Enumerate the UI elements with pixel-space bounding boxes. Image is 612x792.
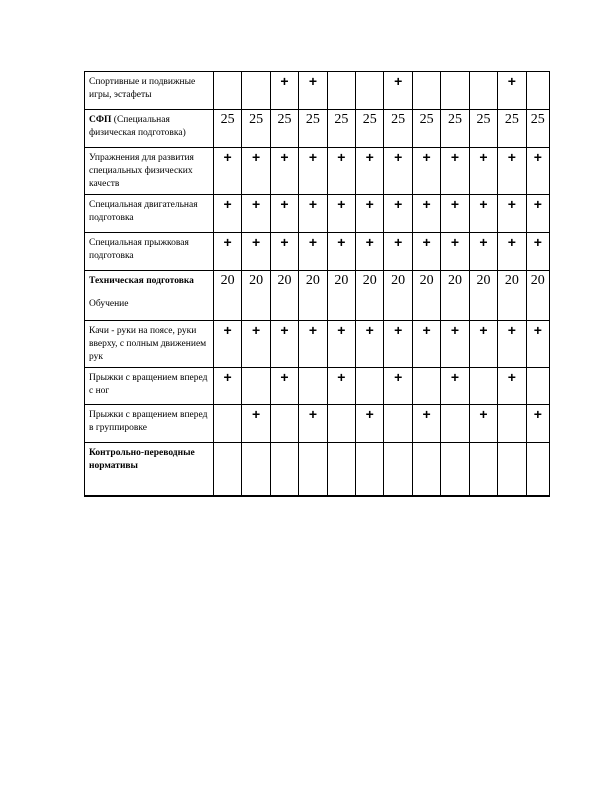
table-cell bbox=[526, 368, 549, 405]
table-cell: + bbox=[270, 195, 298, 233]
table-cell: + bbox=[270, 72, 298, 110]
table-cell: + bbox=[526, 233, 549, 271]
table-cell: + bbox=[384, 321, 412, 368]
row-label-text: Прыжки с вращением вперед в группировке bbox=[89, 410, 208, 433]
table-cell: + bbox=[469, 195, 497, 233]
table-cell: + bbox=[299, 148, 327, 195]
table-cell bbox=[356, 368, 384, 405]
table-cell: + bbox=[469, 405, 497, 443]
table-cell: 25 bbox=[412, 110, 440, 148]
table-cell: + bbox=[498, 321, 526, 368]
table-cell: + bbox=[412, 195, 440, 233]
table-cell bbox=[299, 368, 327, 405]
table-cell: 25 bbox=[441, 110, 469, 148]
table-cell: 20 bbox=[469, 271, 497, 321]
table-cell: + bbox=[242, 148, 270, 195]
table-cell: 20 bbox=[242, 271, 270, 321]
row-label-bold: СФП bbox=[89, 115, 112, 125]
table-cell bbox=[242, 368, 270, 405]
table-cell: + bbox=[242, 405, 270, 443]
row-label bbox=[85, 148, 214, 195]
table-row bbox=[85, 148, 550, 195]
table-row bbox=[85, 233, 550, 271]
table-cell: + bbox=[356, 195, 384, 233]
row-label-bold: Контрольно-переводные нормативы bbox=[89, 448, 195, 471]
table-cell: + bbox=[412, 321, 440, 368]
table-cell: 20 bbox=[441, 271, 469, 321]
table-cell: + bbox=[242, 321, 270, 368]
table-cell bbox=[270, 443, 298, 496]
table-cell: + bbox=[213, 368, 241, 405]
table-cell bbox=[299, 443, 327, 496]
table-cell bbox=[469, 368, 497, 405]
table-cell: 25 bbox=[327, 110, 355, 148]
table-cell: + bbox=[242, 233, 270, 271]
table-cell: 20 bbox=[327, 271, 355, 321]
table-cell: + bbox=[327, 368, 355, 405]
row-label bbox=[85, 233, 214, 271]
table-cell: + bbox=[384, 195, 412, 233]
table-cell: 20 bbox=[270, 271, 298, 321]
table-cell bbox=[526, 443, 549, 496]
table-cell: + bbox=[526, 148, 549, 195]
row-label bbox=[85, 405, 214, 443]
table-cell: + bbox=[441, 233, 469, 271]
row-label bbox=[85, 368, 214, 405]
row-label bbox=[85, 271, 214, 321]
table-cell: + bbox=[356, 233, 384, 271]
table-cell bbox=[412, 443, 440, 496]
table-cell: + bbox=[469, 321, 497, 368]
table-row bbox=[85, 72, 550, 110]
table-cell bbox=[384, 443, 412, 496]
table-cell: + bbox=[412, 148, 440, 195]
row-label-text: Специальная прыжковая подготовка bbox=[89, 238, 189, 261]
table-cell: 25 bbox=[526, 110, 549, 148]
table-cell: + bbox=[213, 148, 241, 195]
table-cell: + bbox=[327, 233, 355, 271]
table-cell: + bbox=[384, 368, 412, 405]
table-row bbox=[85, 110, 550, 148]
row-label-text: Прыжки с вращением вперед с ног bbox=[89, 373, 208, 396]
table-cell: 25 bbox=[270, 110, 298, 148]
table-cell bbox=[412, 72, 440, 110]
table-cell: + bbox=[327, 148, 355, 195]
row-label-text: Спортивные и подвижные игры, эстафеты bbox=[89, 77, 196, 100]
table-cell: + bbox=[412, 233, 440, 271]
table-cell: + bbox=[469, 148, 497, 195]
table-cell: + bbox=[498, 368, 526, 405]
table-cell bbox=[213, 405, 241, 443]
table-cell bbox=[213, 443, 241, 496]
row-label-text: Качи - руки на поясе, руки вверху, с полным движением рук bbox=[89, 326, 207, 362]
table-cell: + bbox=[384, 72, 412, 110]
table-cell bbox=[242, 72, 270, 110]
table-cell: + bbox=[299, 233, 327, 271]
table-cell bbox=[242, 443, 270, 496]
table-cell: + bbox=[356, 148, 384, 195]
table-cell bbox=[327, 443, 355, 496]
table-cell: + bbox=[356, 405, 384, 443]
table-cell: 20 bbox=[412, 271, 440, 321]
table-cell: + bbox=[441, 195, 469, 233]
table-cell bbox=[498, 405, 526, 443]
table-cell: + bbox=[498, 72, 526, 110]
table-cell: + bbox=[270, 148, 298, 195]
table-cell: + bbox=[356, 321, 384, 368]
table-cell: + bbox=[526, 405, 549, 443]
table-cell bbox=[441, 405, 469, 443]
table-cell: 25 bbox=[299, 110, 327, 148]
table-cell bbox=[469, 443, 497, 496]
table-cell: + bbox=[498, 195, 526, 233]
table-cell bbox=[384, 405, 412, 443]
table-cell bbox=[412, 368, 440, 405]
table-cell: + bbox=[384, 233, 412, 271]
table-cell bbox=[469, 72, 497, 110]
table-cell: 25 bbox=[469, 110, 497, 148]
row-label bbox=[85, 443, 214, 496]
table-cell: + bbox=[213, 321, 241, 368]
table-cell bbox=[356, 72, 384, 110]
row-label bbox=[85, 321, 214, 368]
table-cell: + bbox=[498, 233, 526, 271]
table-cell bbox=[270, 405, 298, 443]
table-cell: + bbox=[498, 148, 526, 195]
table-cell bbox=[526, 72, 549, 110]
table-cell: + bbox=[270, 233, 298, 271]
table-cell bbox=[498, 443, 526, 496]
table-cell: 20 bbox=[213, 271, 241, 321]
table-cell: + bbox=[299, 72, 327, 110]
table-row bbox=[85, 443, 550, 496]
table-body bbox=[85, 72, 550, 496]
table-cell: + bbox=[441, 368, 469, 405]
table-cell: + bbox=[469, 233, 497, 271]
table-cell: + bbox=[213, 233, 241, 271]
table-row bbox=[85, 195, 550, 233]
table-cell: + bbox=[242, 195, 270, 233]
table-cell bbox=[327, 405, 355, 443]
table-cell: 25 bbox=[213, 110, 241, 148]
table-cell: 20 bbox=[356, 271, 384, 321]
table-cell: + bbox=[299, 195, 327, 233]
table-cell bbox=[327, 72, 355, 110]
row-label bbox=[85, 110, 214, 148]
table-cell: + bbox=[327, 195, 355, 233]
table-cell: + bbox=[412, 405, 440, 443]
table-row bbox=[85, 321, 550, 368]
row-label-text: Упражнения для развития специальных физических качеств bbox=[89, 153, 194, 189]
table-cell: + bbox=[270, 368, 298, 405]
row-label-bold: Техническая подготовка bbox=[89, 276, 194, 286]
training-plan-table bbox=[84, 71, 550, 497]
row-label-text: (Специальная физическая подготовка) bbox=[89, 115, 186, 138]
row-label bbox=[85, 195, 214, 233]
table-cell: + bbox=[384, 148, 412, 195]
table-cell bbox=[356, 443, 384, 496]
table-cell: 25 bbox=[384, 110, 412, 148]
row-label bbox=[85, 72, 214, 110]
table-cell: 20 bbox=[299, 271, 327, 321]
table-row bbox=[85, 405, 550, 443]
table-cell: 20 bbox=[384, 271, 412, 321]
table-cell: 25 bbox=[356, 110, 384, 148]
table-cell: + bbox=[441, 321, 469, 368]
table-cell: + bbox=[526, 321, 549, 368]
table-cell bbox=[441, 443, 469, 496]
table-cell: 20 bbox=[526, 271, 549, 321]
table-cell bbox=[441, 72, 469, 110]
table-cell: + bbox=[213, 195, 241, 233]
table-cell: + bbox=[299, 405, 327, 443]
table-cell: 20 bbox=[498, 271, 526, 321]
table-cell: + bbox=[327, 321, 355, 368]
row-sublabel: Обучение bbox=[89, 299, 129, 309]
table-cell: + bbox=[526, 195, 549, 233]
row-label-text: Специальная двигательная подготовка bbox=[89, 200, 198, 223]
table-cell bbox=[213, 72, 241, 110]
table-cell: + bbox=[299, 321, 327, 368]
table-row bbox=[85, 271, 550, 321]
table-cell: + bbox=[441, 148, 469, 195]
table-cell: 25 bbox=[498, 110, 526, 148]
table-cell: + bbox=[270, 321, 298, 368]
table-cell: 25 bbox=[242, 110, 270, 148]
table-row bbox=[85, 368, 550, 405]
